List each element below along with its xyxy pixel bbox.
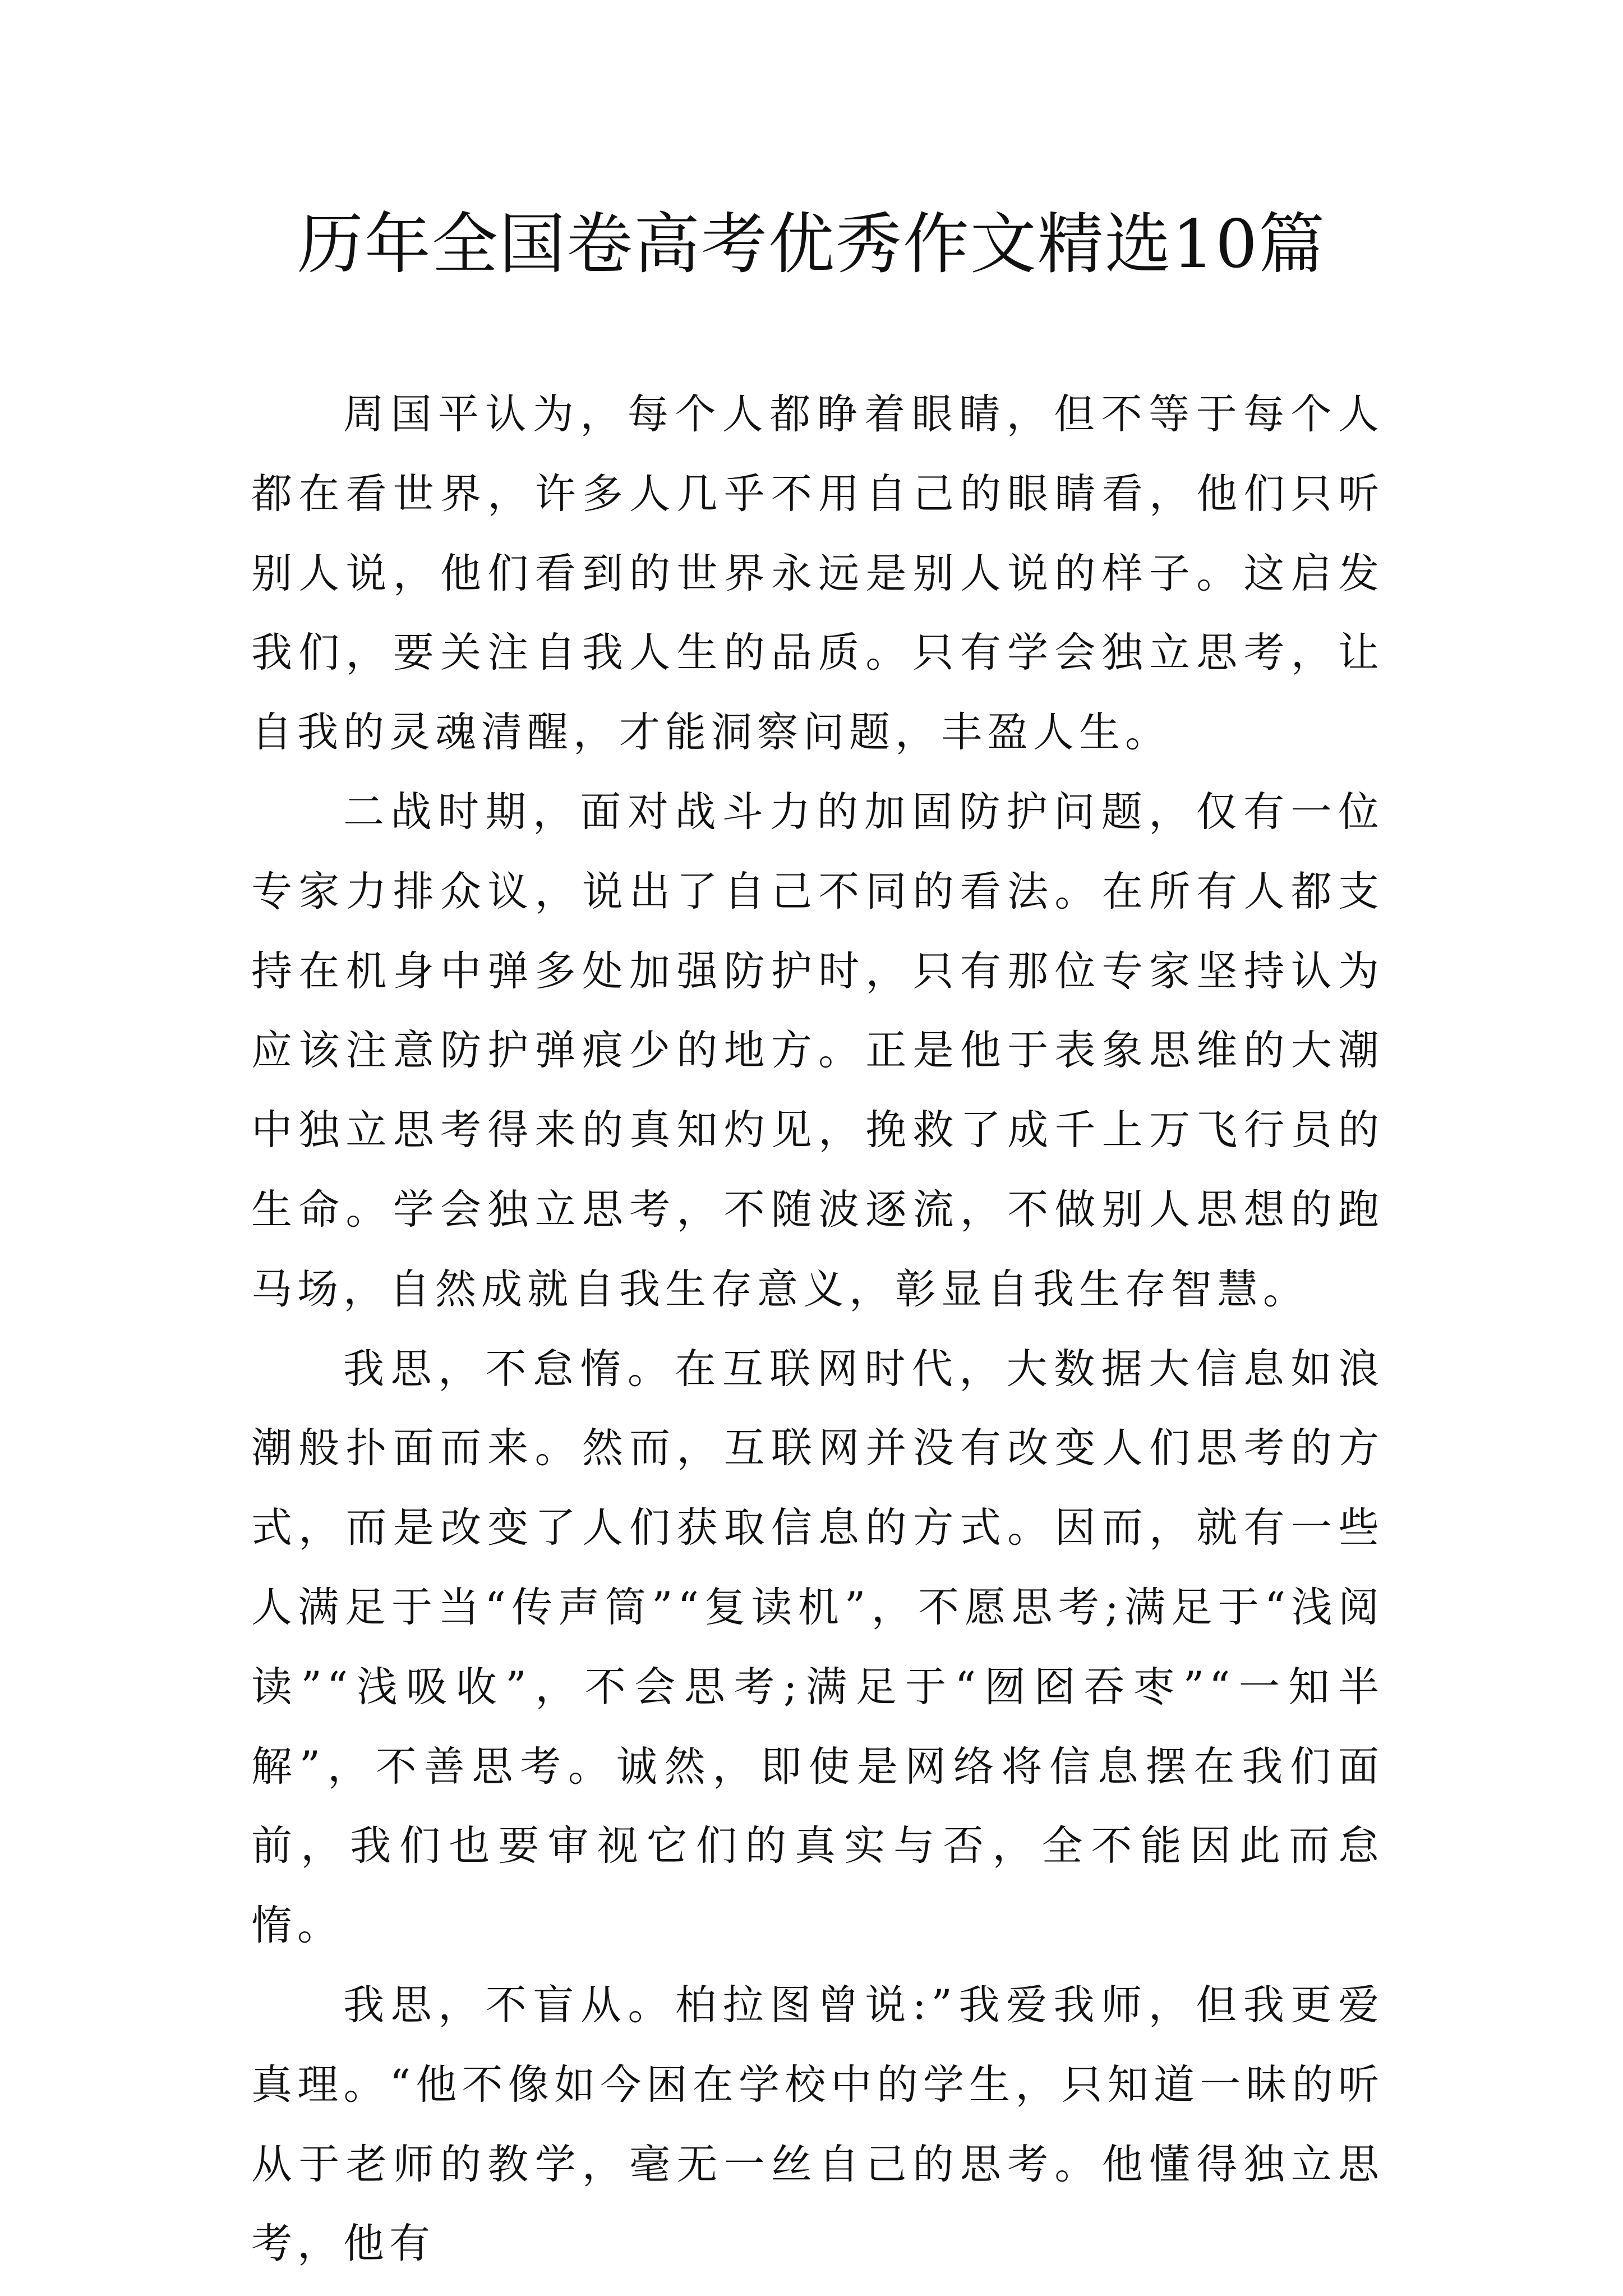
paragraph-4: 我思，不盲从。柏拉图曾说:”我爱我师，但我更爱真理。“他不像如今困在学校中的学生，只知道一昧的听从于老师的教学，毫无一丝自己的思考。他懂得独立思考，他有 (251, 1981, 1384, 2268)
document-body (251, 375, 1384, 2284)
paragraph-2: 二战时期，面对战斗力的加固防护问题，仅有一位专家力排众议，说出了自己不同的看法。在所有人都支持在机身中弹多处加强防护时，只有那位专家坚持认为应该注意防护弹痕少的地方。正是他于表象思维的大潮中独立思考得来的真知灼见，挽救了成千上万飞行员的生命。学会独立思考，不随波逐流，不做别人思想的跑马场，自然成就自我生存意义，彰显自我生存智慧。 (251, 788, 1384, 1313)
document-title: 历年全国卷高考优秀作文精选10篇 (297, 205, 1326, 283)
paragraph-1: 周国平认为，每个人都睁着眼睛，但不等于每个人都在看世界，许多人几乎不用自己的眼睛看，他们只听别人说，他们看到的世界永远是别人说的样子。这启发我们，要关注自我人生的品质。只有学会独立思考，让自我的灵魂清醒，才能洞察问题，丰盈人生。 (251, 390, 1384, 757)
paragraph-3: 我思，不怠惰。在互联网时代，大数据大信息如浪潮般扑面而来。然而，互联网并没有改变人们思考的方式，而是改变了人们获取信息的方式。因而，就有一些人满足于当“传声筒”“复读机”，不愿思考;满足于“浅阅读”“浅吸收”，不会思考;满足于“囫囵吞枣”“一知半解”，不善思考。诚然，即使是网络将信息摆在我们面前，我们也要审视它们的真实与否，全不能因此而怠惰。 (251, 1345, 1384, 1950)
